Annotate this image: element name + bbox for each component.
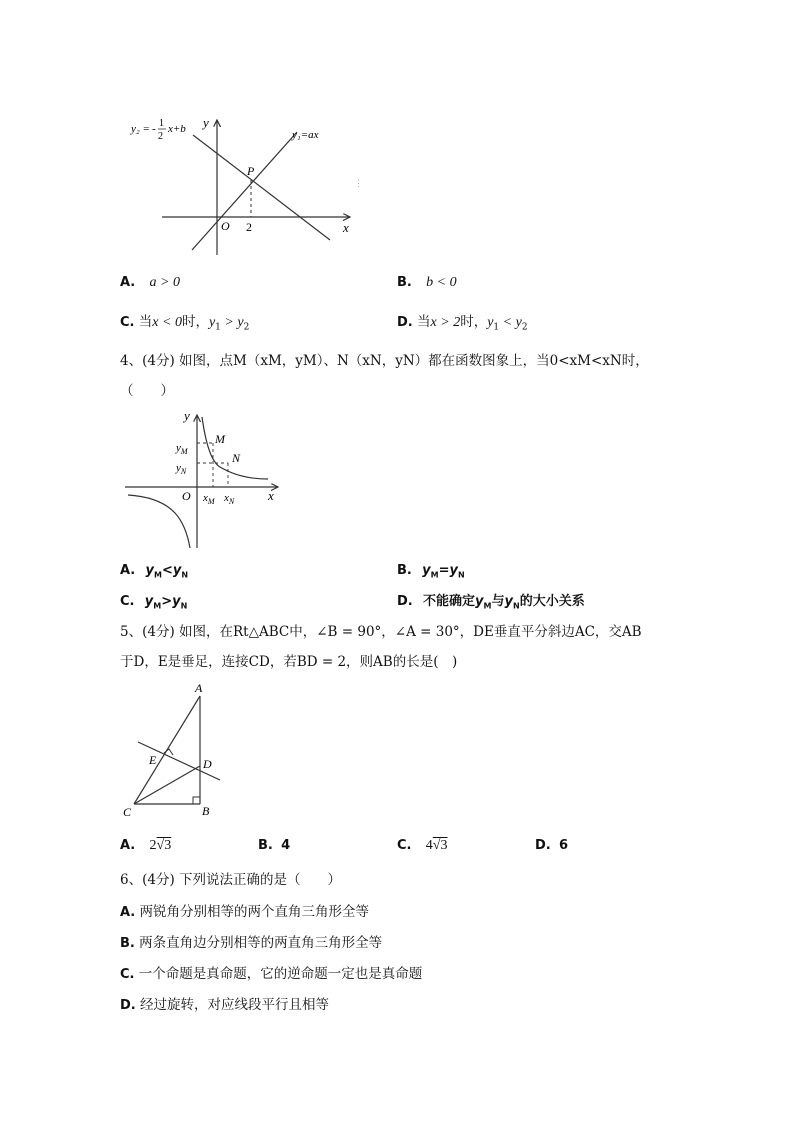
line-y2 [193, 135, 330, 240]
origin-label: O [221, 219, 230, 233]
q5-option-c[interactable]: C. 4√3 [397, 838, 448, 853]
y2-label: y₂ = [131, 123, 150, 135]
q4-option-a[interactable]: A. $y_M<y_N$ [120, 563, 189, 580]
vertex-b: B [202, 804, 210, 818]
q3-option-c[interactable]: C. 当x < 0时，$y_1 > y_2$ [120, 314, 250, 333]
q4-option-c[interactable]: C. $y_M>y_N$ [120, 594, 188, 611]
y-axis-label: y [203, 115, 209, 130]
xn-label: $x_N$ [224, 492, 235, 506]
ym-label: $y_M$ [176, 442, 188, 456]
vertex-a: A [195, 681, 203, 695]
yn-label: $y_N$ [176, 462, 187, 476]
point-d: D [203, 757, 212, 771]
q3-option-b[interactable]: B. b < 0 [397, 275, 457, 290]
tick-2-label: 2 [246, 220, 252, 234]
q6-option-c[interactable]: C. 一个命题是真命题，它的逆命题一定也是真命题 [120, 966, 423, 982]
q5-stem-line2: 于D，E是垂足，连接CD，若BD = 2，则AB的长是( ) [120, 654, 458, 670]
svg-text:-: - [152, 123, 156, 135]
point-p-label: P [247, 164, 255, 178]
y1-label: y₁=ax [292, 129, 319, 141]
q5-stem-line1: 5、(4分) 如图，在Rt△ABC中，∠B = 90°，∠A = 30°，DE垂直平分斜边AC，交AB [120, 624, 642, 640]
point-m-label: M [215, 432, 225, 446]
q3-option-d[interactable]: D. 当x > 2时，$y_1 < y_2$ [397, 314, 528, 333]
q4-graph [120, 405, 285, 555]
q6-stem: 6、(4分) 下列说法正确的是（ ） [120, 872, 342, 888]
vertex-c: C [123, 805, 132, 819]
svg-text:1: 1 [159, 118, 164, 129]
svg-text:2: 2 [158, 131, 163, 142]
q6-option-b[interactable]: B. 两条直角边分别相等的两直角三角形全等 [120, 935, 383, 951]
hyperbola-branch-1 [202, 417, 268, 479]
point-n-label: N [232, 451, 241, 465]
x-axis-label: x [268, 488, 274, 503]
q5-option-b[interactable]: B. 4 [258, 838, 291, 853]
q4-option-b[interactable]: B. $y_M=y_N$ [397, 563, 465, 580]
q4-stem: 4、(4分) 如图，点M（xM，yM）、N（xN，yN）都在函数图象上，当0<xM<xN时， [120, 353, 649, 369]
q6-option-d[interactable]: D. 经过旋转，对应线段平行且相等 [120, 997, 330, 1013]
q5-option-a[interactable]: A. 2√3 [120, 838, 172, 853]
q3-graph [125, 110, 365, 260]
xm-label: $x_M$ [203, 492, 215, 506]
y-axis-label: y [184, 408, 190, 423]
q4-blank: （ ） [120, 383, 174, 399]
q6-option-a[interactable]: A. 两锐角分别相等的两个直角三角形全等 [120, 904, 370, 920]
svg-text:x+b: x+b [168, 123, 186, 135]
line-y1 [192, 132, 297, 250]
q5-figure [120, 680, 230, 820]
q3-option-a[interactable]: A. a > 0 [120, 275, 180, 290]
x-axis-label: x [343, 220, 349, 235]
point-e: E [149, 753, 157, 767]
q4-option-d[interactable]: D. 不能确定$y_M$与$y_N$的大小关系 [397, 594, 585, 611]
origin-label: O [182, 489, 191, 503]
q5-option-d[interactable]: D. 6 [535, 838, 569, 853]
hyperbola-branch-2 [128, 495, 190, 548]
